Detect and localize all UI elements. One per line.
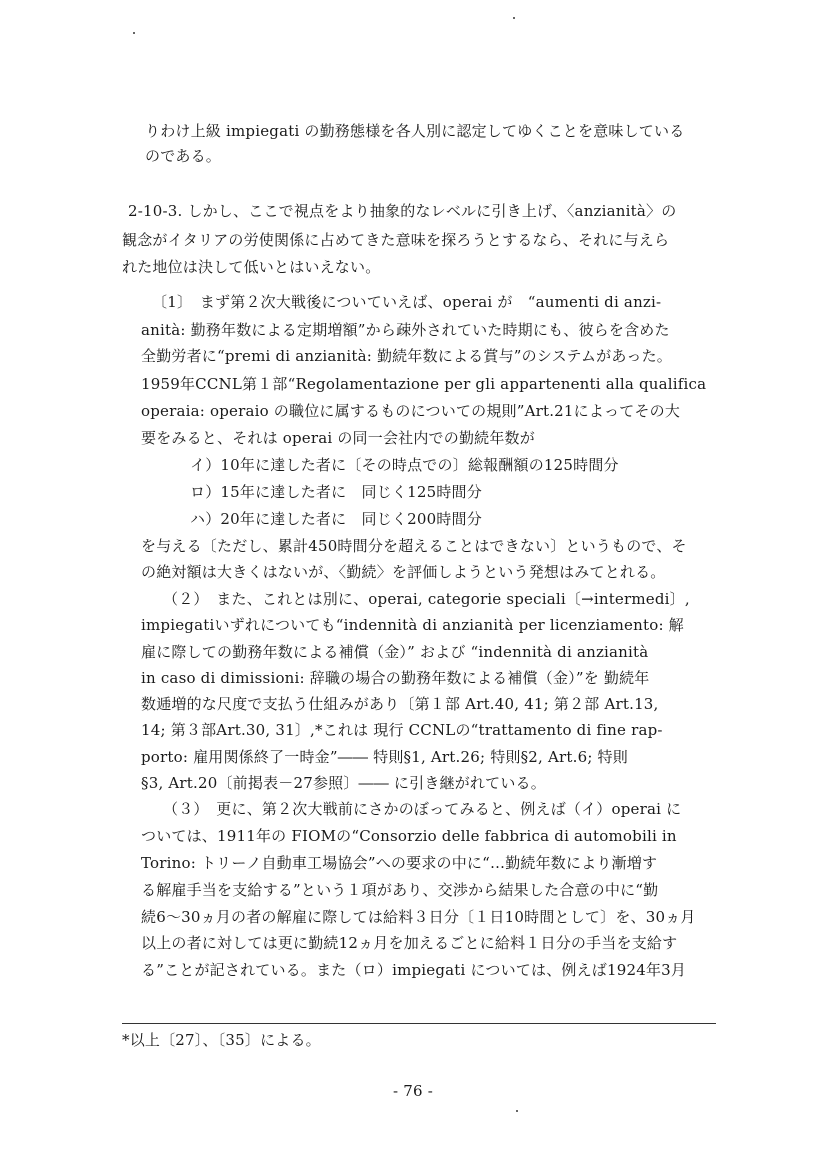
paragraph-heading: 2-10-3. しかし、ここで視点をより抽象的なレベルに引き上げ、〈anzianità〉の	[128, 202, 677, 220]
text-line: in caso di dimissioni: 辞職の場合の勤務年数による補償（金）”を 勤続年	[141, 669, 650, 687]
list-item: ハ）20年に達した者に 同じく200時間分	[190, 510, 482, 528]
text-line: operaia: operaio の職位に属するものについての規則”Art.21によってその大	[141, 402, 681, 420]
text-line: 以上の者に対しては更に勤続12ヵ月を加えるごとに給料１日分の手当を支給す	[141, 934, 678, 952]
text-line: 1959年CCNL第１部“Regolamentazione per gli appartenenti alla qualifica	[141, 375, 707, 393]
list-item: イ）10年に達した者に〔その時点での〕総報酬額の125時間分	[190, 456, 619, 474]
scan-speck	[133, 32, 135, 34]
text-line: れた地位は決して低いとはいえない。	[122, 258, 381, 276]
text-line: を与える〔ただし、累計450時間分を超えることはできない〕というもので、そ	[141, 537, 687, 555]
text-line: 数逓増的な尺度で支払う仕組みがあり〔第１部 Art.40, 41; 第２部 Art.13,	[141, 695, 659, 713]
list-item: ロ）15年に達した者に 同じく125時間分	[190, 483, 482, 501]
text-line: 続6～30ヵ月の者の解雇に際しては給料３日分〔１日10時間として〕を、30ヵ月	[141, 908, 696, 926]
scan-speck	[516, 1110, 518, 1112]
text-line: Torino: トリーノ自動車工場協会”への要求の中に“…勤続年数により漸増す	[141, 854, 658, 872]
text-line: る”ことが記されている。また（ロ）impiegati については、例えば1924年3月	[141, 961, 687, 979]
text-line: impiegatiいずれについても“indennità di anzianità per licenziamento: 解	[141, 616, 684, 634]
page-number: - 76 -	[393, 1082, 433, 1100]
text-line: 全勤労者に“premi di anzianità: 勤続年数による賞与”のシステムがあった。	[141, 347, 672, 365]
text-line: 雇に際しての勤務年数による補償（金）” および “indennità di anzianità	[141, 643, 649, 661]
text-line: 観念がイタリアの労使関係に占めてきた意味を探ろうとするなら、それに与えら	[122, 231, 670, 249]
text-line: の絶対額は大きくはないが、〈勤続〉を評価しようという発想はみてとれる。	[141, 563, 666, 581]
text-line: りわけ上級 impiegati の勤務態様を各人別に認定してゆくことを意味している	[145, 122, 685, 140]
text-line: 14; 第３部Art.30, 31〕,*これは 現行 CCNLの“trattamento di fine rap-	[141, 721, 663, 739]
text-line: porto: 雇用関係終了一時金”―― 特則§1, Art.26; 特則§2, Art.6; 特則	[141, 748, 628, 766]
text-line: のである。	[145, 147, 222, 165]
scan-speck	[513, 17, 515, 19]
text-line: （２） また、これとは別に、operai, categorie speciali〔→intermedi〕,	[163, 590, 690, 608]
text-line: 〔1〕 まず第２次大戦後についていえば、operai が “aumenti di anzi-	[152, 293, 662, 311]
text-line: る解雇手当を支給する”という１項があり、交渉から結果した合意の中に“勤	[141, 881, 659, 899]
footnote: *以上〔27〕、〔35〕による。	[122, 1031, 321, 1049]
text-line: ついては、1911年の FIOMの“Consorzio delle fabbrica di automobili in	[141, 827, 677, 845]
text-line: 要をみると、それは operai の同一会社内での勤続年数が	[141, 429, 535, 447]
text-line: §3, Art.20〔前掲表－27参照〕―― に引き継がれている。	[141, 774, 546, 792]
text-line: anità: 勤務年数による定期増額”から疎外されていた時期にも、彼らを含めた	[141, 321, 670, 339]
footnote-divider	[122, 1023, 716, 1024]
text-line: （３） 更に、第２次大戦前にさかのぼってみると、例えば（イ）operai に	[163, 800, 682, 818]
